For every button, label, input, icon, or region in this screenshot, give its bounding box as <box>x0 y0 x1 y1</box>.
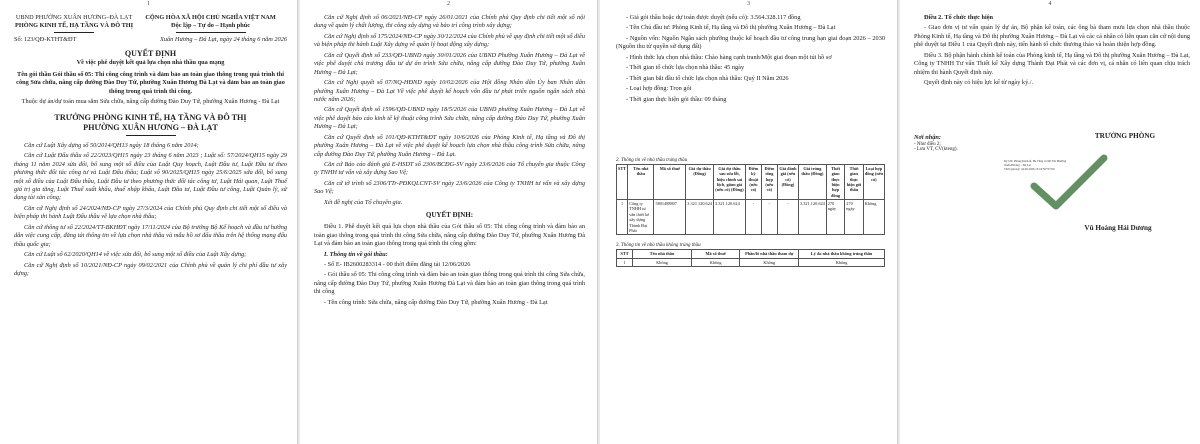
package-info-item: - Hình thức lựa chọn nhà thầu: Chào hàng cạnh tranh/Một giai đoạn một túi hồ sơ <box>626 53 832 61</box>
article-2: - Giao đơn vị tư vấn quản lý dự án, Bộ phận kế toán, các ông bà tham mưu lựa chọn nhà thầu thuộc Phòng Kinh tế, Hạ tầng và Đô thị phường Xuân Hương – Đà Lạt và các cá nhân có liên quan căn cứ nội dung phê duyệt tại Điều 1 của Quyết định này, tiến hành tổ chức thương thảo và hoàn thiện hợp đồng. <box>914 24 1190 49</box>
column-header: Điểm tổng hợp (nếu có) <box>761 164 777 199</box>
place-date: Xuân Hương – Đà Lạt, ngày 24 tháng 6 năm 2026 <box>160 35 287 43</box>
recipient-item: - Lưu VT, CV(kteng). <box>914 147 958 153</box>
package-info-item: - Nguồn vốn: Nguồn Ngân sách phường thuộc kế hoạch đầu tư công trung hạn giai đoạn 2026 – 2030 (Nguồn thu từ quyền sử dụng đất) <box>616 34 885 51</box>
column-header: Tên nhà thầu <box>628 164 654 199</box>
package-info-item: - Tên Chủ đầu tư: Phòng Kinh tế, Hạ tầng và Đô thị phường Xuân Hương – Đà Lạt <box>626 24 836 32</box>
table-header-row <box>617 164 885 199</box>
article-3: Điều 3. Bộ phận hành chính kế toán của Phòng kinh tế, Hạ tầng và Đô thị phường Xuân Hương – Đà Lạt, Công ty TNHH Tư vấn Thiết kế Xây dựng Thành Đạt Phát và các đơn vị, cá nhân có liên quan chịu trách nhiệm thi hành Quyết định này. <box>914 51 1190 76</box>
column-header: Giá dự thầu sau sửa lỗi, hiệu chỉnh sai lệch, giảm giá (nếu có) (Đồng) <box>714 164 746 199</box>
recipients-heading: Nơi nhận: <box>914 134 942 141</box>
signer-title: TRƯỞNG PHÒNG <box>1094 132 1156 140</box>
document-type: QUYẾT ĐỊNH <box>124 49 177 59</box>
stamp-text <box>1004 160 1124 172</box>
page-4 <box>900 0 1200 444</box>
column-header: Thời gian thực hiện gói thầu <box>845 164 863 199</box>
table-cell: 3.321.120.624 <box>686 200 714 235</box>
stamp-line: Xuân Hương – Đà Lạt <box>1004 162 1031 167</box>
department-name: PHÒNG KINH TẾ, HẠ TẦNG VÀ ĐÔ THỊ <box>14 22 134 30</box>
package-info-item: - Thời gian tổ chức lựa chọn nhà thầu: 45 ngày <box>626 64 745 72</box>
loser-table <box>616 249 885 267</box>
issuer-line-2: PHƯỜNG XUÂN HƯƠNG – ĐÀ LẠT <box>83 123 218 133</box>
legal-basis: Căn cứ Nghị định số 24/2024/NĐ-CP ngày 27/3/2024 của Chính phủ Quy định chi tiết một số điều và biện pháp thi hành Luật Đấu thầu về lựa chọn nhà thầu; <box>14 204 287 221</box>
column-header: Giá dự thầu (Đồng) <box>686 164 714 199</box>
package-info-item: - Loại hợp đồng: Trọn gói <box>626 85 692 93</box>
column-header: STT <box>617 164 628 199</box>
column-header: STT <box>617 250 633 258</box>
package-info-item: - Gói thầu số 05: Thi công công trình và đảm bảo an toàn giao thông trong quá trình thi công Sửa chữa, nâng cấp đường Đào Duy Tứ, phường Xuân Hương Đà Lạt và đảm bảo an toàn giao thông trong quá trình thi công <box>314 271 585 296</box>
legal-basis: Căn cứ thông tư số 22/2024/TT-BKHĐT ngày 17/11/2024 của Bộ trưởng Bộ Kế hoạch và đầu tư hướng dẫn việc cung cấp, đăng tải thông tin về lựa chọn nhà thầu và mẫu hồ sơ đấu thầu trên hệ thống mạng đấu thầu quốc gia; <box>14 223 287 248</box>
package-info-item: - Thời gian bắt đầu tổ chức lựa chọn nhà thầu: Quý II Năm 2026 <box>626 74 789 82</box>
winner-table <box>616 164 885 235</box>
legal-basis: Căn cứ Quyết định số 101/QĐ-KTHT&ĐT ngày 10/6/2026 của Phòng Kinh tế, Hạ tầng và Đô thị phường Xuân Hương – Đà Lạt về việc phê duyệt kế hoạch lựa chọn nhà thầu công trình Sửa chữa, nâng cấp đường Đào Duy Tứ, phường Xuân Hương – Đà Lạt. <box>314 133 585 158</box>
nation-title: CỘNG HÒA XÃ HỘI CHỦ NGHĨA VIỆT NAM <box>145 14 276 21</box>
page-number: 3 <box>747 1 750 7</box>
table-cell: - <box>745 200 761 235</box>
stamp-line: Thời gian ký: 24.06.2026 15:16:50+07:00 <box>1004 166 1055 171</box>
document-header <box>14 14 287 33</box>
package-info-item: - Thời gian thực hiện gói thầu: 09 tháng <box>626 95 727 103</box>
column-header: Thời gian thực hiện hợp đồng <box>826 164 844 199</box>
column-header: Điểm kỹ thuật (nếu có) <box>745 164 761 199</box>
package-info-item: - Giá gói thầu hoặc dự toán được duyệt (nếu có): 3.564.328.117 đồng <box>626 14 801 21</box>
recipient-item: - Như điều 2; <box>914 142 941 148</box>
divider <box>176 32 246 33</box>
legal-basis: Căn cứ Nghị định số 06/2021/NĐ-CP ngày 26/01/2021 của Chính phủ Quy định chi tiết một số nội dung về quản lý chất lượng, thi công xây dựng và bảo trì công trình xây dựng; <box>314 14 585 30</box>
table-cell: - <box>761 200 777 235</box>
recipients <box>914 134 1034 152</box>
table-cell: Không <box>863 200 884 235</box>
column-header: Mã số thuế <box>654 164 686 199</box>
table-cell: 1 <box>617 200 628 235</box>
issuer-title <box>14 113 287 134</box>
table-cell: Không <box>799 258 885 266</box>
legal-basis: Căn cứ tờ trình số 2306/TTr-PĐKQLCNT-SV ngày 23/6/2026 của Công ty TNHH tư vấn và xây dựng Sao Vệ; <box>314 179 585 196</box>
nation-motto: Độc lập – Tự do – Hạnh phúc <box>171 22 251 30</box>
column-header: Lý do nhà thầu không trúng thầu <box>799 250 885 258</box>
table-cell: 270 ngày <box>826 200 844 235</box>
table-cell: 5801488807 <box>654 200 686 235</box>
table-cell: 270 ngày <box>845 200 863 235</box>
page-1 <box>0 0 298 444</box>
stamp-line: Ký bởi: Phòng Kinh tế, Hạ Tầng và Đô Thị Phường <box>1004 159 1067 163</box>
legal-basis: Căn cứ Nghị quyết số 07/NQ-HĐND ngày 10/02/2026 của Hội đồng Nhân dân Ủy ban Nhân dân phường Xuân Hương – Đà Lạt Về việc phê duyệt kế hoạch vốn đầu tư phát triển nguồn ngân sách nhà nước năm 2026; <box>314 79 585 103</box>
table-cell: Không <box>692 258 740 266</box>
project-name: Thuộc dự án/dự toán mua sắm Sửa chữa, nâng cấp đường Đào Duy Tứ, phường Xuân Hương - Đà Lạt <box>21 98 280 106</box>
table-cell: Không <box>633 258 692 266</box>
signer-name-block <box>1058 224 1178 234</box>
effective-clause: Quyết định này có hiệu lực kể từ ngày ký./. <box>924 79 1034 87</box>
table-row <box>617 258 885 266</box>
table-cell: Không <box>740 258 799 266</box>
column-header: Giá đánh giá (nếu có) (Đồng) <box>777 164 798 199</box>
package-info-item: - Tên công trình: Sửa chữa, nâng cấp đường Đào Duy Tứ, phường Xuân Hương - Đà Lạt <box>324 298 548 306</box>
divider <box>54 32 94 33</box>
loser-table-caption: 3. Thông tin về nhà thầu không trúng thầu <box>616 243 701 249</box>
table-cell: 3.321.120.624 <box>799 200 827 235</box>
legal-basis: Căn cứ Nghị định số 175/2024/NĐ-CP ngày 30/12/2024 của Chính phủ về quy định chi tiết một số điều và biện pháp thi hành Luật Xây dựng về quản lý hoạt động xây dựng; <box>314 32 585 49</box>
table-cell: - <box>777 200 798 235</box>
column-header: Phần/lô nhà thầu tham dự <box>740 250 799 258</box>
table-cell: 3.321.120.624 <box>714 200 746 235</box>
legal-basis: Căn cứ Báo cáo đánh giá E-HSDT số 2306/BCĐG-SV ngày 23/6/2026 của Tổ chuyên gia thuộc Công ty TNHH tư vấn và xây dựng Sao Vệ; <box>314 161 585 177</box>
signer-name: Vũ Hoàng Hải Dương <box>1084 224 1152 232</box>
column-header: Loại hợp đồng (nếu có) <box>863 164 884 199</box>
page-2 <box>300 0 598 444</box>
signature-block <box>1070 132 1180 142</box>
page-number: 1 <box>147 1 150 7</box>
document-number: Số: 123/QĐ-KTHT&ĐT <box>14 35 77 43</box>
column-header: Tên nhà thầu <box>633 250 692 258</box>
package-info-item: - Số E- IB2600283314 - 00 thời điểm đăng tải 12/06/2026 <box>324 260 471 268</box>
column-header: Giá trúng thầu (Đồng) <box>799 164 827 199</box>
digital-signature-stamp <box>1004 152 1124 216</box>
package-info-heading: I. Thông tin về gói thầu: <box>324 250 388 258</box>
table-header-row <box>617 250 885 258</box>
legal-basis: Căn cứ Luật số 62/2020/QH14 về việc sửa đổi, bổ sung một số điều của Luật Xây dựng; <box>24 251 247 259</box>
page-number: 4 <box>1048 1 1052 7</box>
column-header: Mã số thuế <box>692 250 740 258</box>
winner-table-caption: 2. Thông tin về nhà thầu trúng thầu <box>616 157 688 163</box>
table-row <box>617 200 885 235</box>
article-1: Điều 1. Phê duyệt kết quả lựa chọn nhà thầu của Gói thầu số 05: Thi công công trình và đảm bảo an toàn giao thông trong quá trình thi công Sửa chữa, nâng cấp đường Đào Duy Tứ, phường Xuân Hương Đà Lạt và đảm bảo an toàn giao thông trong quá trình thi công gồm: <box>314 223 585 248</box>
package-name: Tên gói thầu Gói thầu số 05: Thi công công trình và đảm bảo an toàn giao thông trong quá trình thi công Sửa chữa, nâng cấp đường Đào Duy Tứ, phường Xuân Hương Đà Lạt và đảm bảo an toàn giao thông trong quá trình thi công. <box>16 70 285 95</box>
legal-basis: Căn cứ Nghị định số 10/2021/NĐ-CP ngày 09/02/2021 của Chính phủ về quản lý chi phí đầu tư xây dựng; <box>14 261 287 277</box>
legal-basis: Căn cứ Luật Xây dựng số 50/2014/QH13 ngày 18 tháng 6 năm 2014; <box>24 141 199 149</box>
table-cell: 1 <box>617 258 633 266</box>
article-2-heading: Điều 2. Tổ chức thực hiện <box>924 14 994 21</box>
document-subject: Về việc phê duyệt kết quả lựa chọn nhà thầu qua mạng <box>76 59 225 67</box>
page-number: 2 <box>447 1 450 7</box>
table-cell: Công ty TNHH tư vấn thiết kế xây dựng Thành Đạt Phát <box>628 200 654 235</box>
legal-basis: Căn cứ Quyết định số 1596/QĐ-UBND ngày 18/5/2026 của UBND phường Xuân Hương – Đà Lạt về việc phê duyệt báo cáo kinh tế kỹ thuật công trình Sửa chữa, nâng cấp đường Đào Duy Tứ, phường Xuân Hương – Đà Lạt; <box>314 106 585 131</box>
divider <box>126 135 176 136</box>
legal-basis: Căn cứ Luật Đấu thầu số 22/2023/QH15 ngày 23 tháng 6 năm 2023 ; Luật số: 57/2024/QH15 ngày 29 tháng 11 năm 2024 sửa đổi, bổ sung một số điều của Luật Quy hoạch, Luật Đầu tư, Luật Đầu tư theo phương thức đối tác công tư và Luật Đấu thầu; Luật số 90/2025/QH15 ngày 25/6/2025 sửa đổi, bổ sung một số điều của Luật Đấu thầu, Luật Đầu tư theo phương thức đối tác công tư, Luật Hải quan, Luật Thuế giá trị gia tăng, Luật Thuế xuất khẩu, thuế nhập khẩu, Luật Đầu tư, Luật Đầu tư công, Luật Quản lý, sử dụng tài sản công; <box>14 152 287 202</box>
agency-name: UBND PHƯỜNG XUÂN HƯƠNG–ĐÀ LẠT <box>15 14 133 21</box>
legal-basis: Xét đề nghị của Tổ chuyên gia. <box>324 198 403 206</box>
decision-heading: QUYẾT ĐỊNH: <box>425 211 474 220</box>
issuer-line-1: TRƯỞNG PHÒNG KINH TẾ, HẠ TẦNG VÀ ĐÔ THỊ <box>54 112 247 122</box>
page-3 <box>600 0 898 444</box>
legal-basis: Căn cứ Quyết định số 233/QĐ-UBND ngày 30/01/2026 của UBND Phường Xuân Hương – Đà Lạt về việc phê duyệt chủ trương đầu tư dự án trình Sửa chữa, nâng cấp đường Đào Duy Tứ, phường Xuân Hương – Đà Lạt; <box>314 51 585 76</box>
